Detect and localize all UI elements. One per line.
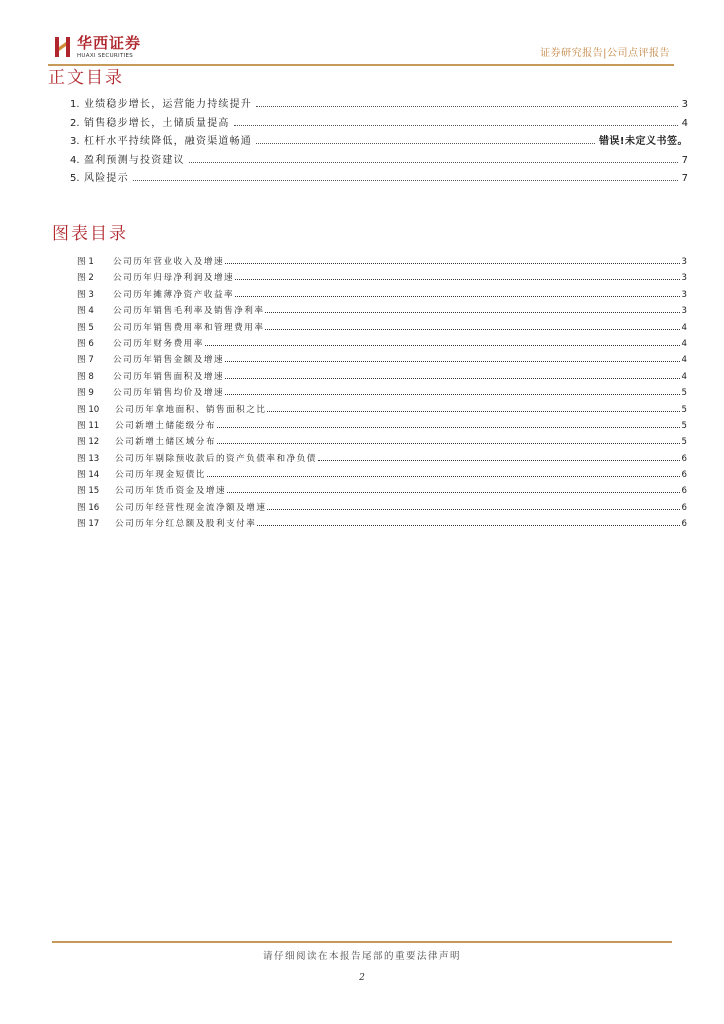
figure-leader — [235, 296, 680, 297]
figure-label: 图 2 — [77, 273, 94, 284]
figure-page: 6 — [681, 519, 687, 530]
logo-en-text: HUAXI SECURITIES — [77, 53, 134, 59]
figure-item[interactable] — [77, 467, 687, 483]
figure-title: 公司历年货币资金及增速 — [115, 486, 227, 497]
toc-item[interactable] — [70, 170, 688, 188]
figure-leader — [225, 361, 680, 362]
header-divider — [48, 64, 674, 66]
figure-title: 公司新增土储区域分布 — [115, 437, 216, 448]
toc-item[interactable] — [70, 133, 688, 151]
page-number: 2 — [359, 973, 365, 983]
figure-title: 公司历年剔除预收款后的资产负债率和净负债 — [115, 453, 317, 464]
toc-item[interactable] — [70, 152, 688, 170]
toc-title: 正文目录 — [48, 68, 124, 88]
figure-page: 6 — [681, 470, 687, 481]
figure-page: 5 — [681, 388, 687, 399]
figure-title: 公司历年销售金额及增速 — [113, 355, 225, 366]
figure-label: 图 14 — [77, 470, 100, 481]
figure-title: 公司历年销售均价及增速 — [113, 388, 225, 399]
figure-title: 公司新增土储能级分布 — [115, 420, 216, 431]
figure-item[interactable] — [77, 287, 687, 303]
figure-item[interactable] — [77, 303, 687, 319]
figure-page: 5 — [681, 404, 687, 415]
figures-toc-list — [77, 254, 687, 533]
figure-page: 6 — [681, 502, 687, 513]
toc-item-text: 盈利预测与投资建议 — [84, 154, 185, 166]
figure-label: 图 7 — [77, 355, 94, 366]
figure-label: 图 1 — [77, 257, 94, 267]
toc-item-page: 3 — [681, 99, 688, 110]
figure-item[interactable] — [77, 500, 687, 516]
toc-item-text: 杠杆水平持续降低，融资渠道畅通 — [84, 136, 252, 147]
figure-label: 图 10 — [77, 404, 100, 415]
toc-leader — [256, 106, 678, 107]
figure-title: 公司历年销售毛利率及销售净利率 — [113, 306, 265, 317]
logo-cn-text: 华西证券 — [77, 34, 142, 52]
figure-title: 公司历年归母净利润及增速 — [113, 273, 235, 284]
figure-leader — [225, 263, 680, 264]
figure-label: 图 16 — [77, 502, 100, 513]
figure-leader — [217, 427, 680, 428]
figure-title: 公司历年营业收入及增速 — [113, 257, 225, 267]
figure-leader — [265, 312, 680, 313]
figure-title: 公司历年摊薄净资产收益率 — [113, 289, 235, 300]
figure-page: 3 — [681, 257, 687, 267]
toc-leader — [189, 162, 678, 163]
footer-divider — [52, 941, 672, 943]
figure-item[interactable] — [77, 385, 687, 401]
figure-page: 4 — [681, 322, 687, 333]
toc-item-number: 2. — [70, 117, 80, 129]
figure-item[interactable] — [77, 254, 687, 270]
toc-item-page-error: 错误!未定义书签。 — [598, 136, 688, 147]
page-header — [54, 34, 672, 62]
toc-item-number: 1. — [70, 99, 80, 110]
report-type-label: 证券研究报告|公司点评报告 — [540, 48, 670, 59]
figure-label: 图 5 — [77, 322, 94, 333]
figure-leader — [267, 509, 680, 510]
toc-item-number: 5. — [70, 173, 80, 184]
figure-page: 4 — [681, 355, 687, 366]
figure-page: 5 — [681, 437, 687, 448]
figure-label: 图 4 — [77, 306, 94, 317]
figure-leader — [205, 345, 680, 346]
figure-leader — [318, 460, 680, 461]
toc-item-text: 业绩稳步增长，运营能力持续提升 — [84, 99, 252, 110]
figure-label: 图 3 — [77, 289, 94, 300]
figure-label: 图 12 — [77, 437, 100, 448]
huaxi-logo — [54, 34, 164, 62]
figure-item[interactable] — [77, 402, 687, 418]
figure-label: 图 9 — [77, 388, 94, 399]
figure-title: 公司历年拿地面积、销售面积之比 — [115, 404, 267, 415]
figure-label: 图 6 — [77, 338, 94, 349]
figure-leader — [265, 329, 680, 330]
toc-item[interactable] — [70, 96, 688, 114]
figure-page: 3 — [681, 273, 687, 284]
figure-leader — [257, 525, 680, 526]
figure-title: 公司历年现金短债比 — [115, 470, 206, 481]
figure-page: 6 — [681, 453, 687, 464]
figures-toc-title: 图表目录 — [52, 224, 128, 244]
figure-item[interactable] — [77, 483, 687, 499]
toc-item-page: 7 — [681, 154, 688, 166]
toc-list — [70, 96, 688, 188]
legal-notice: 请仔细阅读在本报告尾部的重要法律声明 — [262, 951, 461, 962]
figure-item[interactable] — [77, 451, 687, 467]
figure-title: 公司历年财务费用率 — [113, 338, 204, 349]
figure-label: 图 11 — [77, 420, 100, 431]
figure-label: 图 17 — [77, 519, 100, 530]
figure-page: 3 — [681, 306, 687, 317]
figure-label: 图 15 — [77, 486, 100, 497]
figure-title: 公司历年销售面积及增速 — [113, 371, 225, 382]
toc-item-text: 风险提示 — [84, 173, 129, 184]
figure-page: 4 — [681, 338, 687, 349]
huaxi-logo-mark-icon — [54, 35, 72, 59]
figure-item[interactable] — [77, 418, 687, 434]
toc-leader — [256, 143, 595, 144]
figure-title: 公司历年经营性现金流净额及增速 — [115, 502, 267, 513]
figure-leader — [235, 279, 680, 280]
toc-item-number: 3. — [70, 136, 80, 147]
figure-item[interactable] — [77, 336, 687, 352]
toc-item[interactable] — [70, 115, 688, 133]
toc-item-number: 4. — [70, 154, 80, 166]
figure-leader — [225, 394, 680, 395]
toc-leader — [133, 180, 678, 181]
figure-item[interactable] — [77, 369, 687, 385]
figure-item[interactable] — [77, 434, 687, 450]
figure-item[interactable] — [77, 352, 687, 368]
figure-leader — [217, 443, 680, 444]
toc-leader — [234, 125, 678, 126]
toc-item-text: 销售稳步增长，土储质量提高 — [84, 117, 230, 129]
figure-page: 5 — [681, 420, 687, 431]
figure-leader — [207, 476, 680, 477]
figure-page: 6 — [681, 486, 687, 497]
figure-label: 图 13 — [77, 453, 100, 464]
figure-item[interactable] — [77, 516, 687, 532]
figure-item[interactable] — [77, 270, 687, 286]
toc-item-page: 7 — [681, 173, 688, 184]
figure-page: 4 — [681, 371, 687, 382]
figure-title: 公司历年分红总额及股利支付率 — [115, 519, 257, 530]
figure-leader — [225, 378, 680, 379]
toc-item-page: 4 — [681, 117, 688, 129]
figure-page: 3 — [681, 289, 687, 300]
figure-label: 图 8 — [77, 371, 94, 382]
figure-leader — [267, 411, 680, 412]
figure-title: 公司历年销售费用率和管理费用率 — [113, 322, 265, 333]
figure-item[interactable] — [77, 320, 687, 336]
figure-leader — [227, 492, 680, 493]
